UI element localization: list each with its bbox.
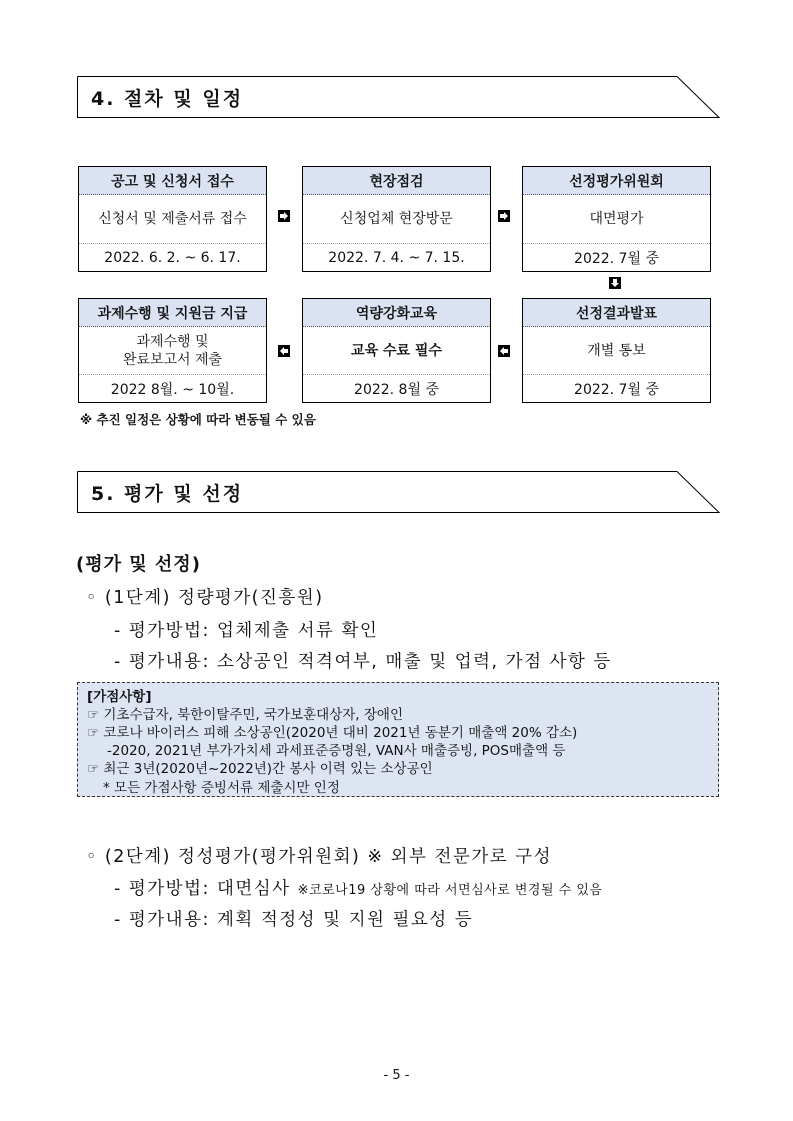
step-body: 신청서 및 제출서류 접수 — [79, 195, 266, 244]
bonus-title: [가점사항] — [87, 689, 152, 705]
step-date: 2022. 7월 중 — [574, 250, 659, 267]
stage1-line: ◦ (1단계) 정량평가(진흥원) — [86, 588, 324, 608]
step-body-line: 과제수행 및 — [136, 333, 209, 350]
step-date: 2022. 6. 2. ~ 6. 17. — [104, 249, 241, 266]
stage2-line: ◦ (2단계) 정성평가(평가위원회) ※ 외부 전문가로 구성 — [86, 847, 552, 867]
step-date: 2022. 8월 중 — [354, 381, 439, 398]
step-header: 현장점검 — [303, 167, 490, 195]
flow-step-site-inspection — [302, 166, 491, 272]
arrow-right-icon — [278, 210, 290, 222]
section-4-header — [77, 76, 720, 118]
bonus-line: ☞ 기초수급자, 북한이탈주민, 국가보훈대상자, 장애인 — [87, 707, 404, 723]
stage1-content: - 평가내용: 소상공인 적격여부, 매출 및 업력, 가점 사항 등 — [114, 652, 612, 672]
flow-step-capacity-training — [302, 298, 491, 403]
step-body: 개별 통보 — [523, 327, 710, 375]
bonus-points-box — [77, 682, 719, 797]
step-date: 2022. 7월 중 — [574, 381, 659, 398]
flow-step-project-execution — [78, 298, 267, 403]
page-number: - 5 - — [383, 1068, 410, 1083]
step-header: 선정평가위원회 — [523, 167, 710, 195]
step-body — [79, 327, 266, 375]
flow-step-announcement — [78, 166, 267, 272]
flow-step-result-announcement — [522, 298, 711, 403]
step-body: 신청업체 현장방문 — [303, 195, 490, 244]
schedule-note: ※ 추진 일정은 상황에 따라 변동될 수 있음 — [80, 412, 316, 427]
step-body-line: 완료보고서 제출 — [122, 351, 223, 368]
bonus-line: ☞ 코로나 바이러스 피해 소상공인(2020년 대비 2021년 동분기 매출액 20% 감소) — [87, 725, 578, 741]
step-header: 역량강화교육 — [303, 299, 490, 327]
stage2-content: - 평가내용: 계획 적정성 및 지원 필요성 등 — [114, 910, 474, 930]
bonus-line: -2020, 2021년 부가가치세 과세표준증명원, VAN사 매출증빙, POS매출액 등 — [107, 743, 566, 759]
stage2-method — [114, 875, 603, 900]
flow-step-selection-committee — [522, 166, 711, 272]
step-date: 2022 8월. ~ 10월. — [110, 381, 235, 398]
evaluation-subheading: (평가 및 선정) — [76, 554, 201, 575]
arrow-left-icon — [498, 345, 510, 357]
step-date: 2022. 7. 4. ~ 7. 15. — [328, 249, 465, 266]
section-5-title: 5. 평가 및 선정 — [91, 483, 244, 505]
stage2-method-text: - 평가방법: 대면심사 — [114, 879, 291, 899]
step-body: 교육 수료 필수 — [303, 327, 490, 375]
bonus-line: ☞ 최근 3년(2020년~2022년)간 봉사 이력 있는 소상공인 — [87, 761, 433, 777]
arrow-right-icon — [498, 210, 510, 222]
arrow-down-icon — [609, 277, 621, 289]
step-body: 대면평가 — [523, 195, 710, 244]
stage1-method: - 평가방법: 업체제출 서류 확인 — [114, 621, 379, 641]
step-header: 공고 및 신청서 접수 — [79, 167, 266, 195]
arrow-left-icon — [278, 345, 290, 357]
step-header: 선정결과발표 — [523, 299, 710, 327]
bonus-line: * 모든 가점사항 증빙서류 제출시만 인정 — [103, 780, 340, 796]
stage2-method-note: ※코로나19 상황에 따라 서면심사로 변경될 수 있음 — [297, 883, 603, 898]
section-5-header — [77, 471, 720, 513]
step-header: 과제수행 및 지원금 지급 — [79, 299, 266, 327]
section-4-title: 4. 절차 및 일정 — [91, 88, 244, 110]
